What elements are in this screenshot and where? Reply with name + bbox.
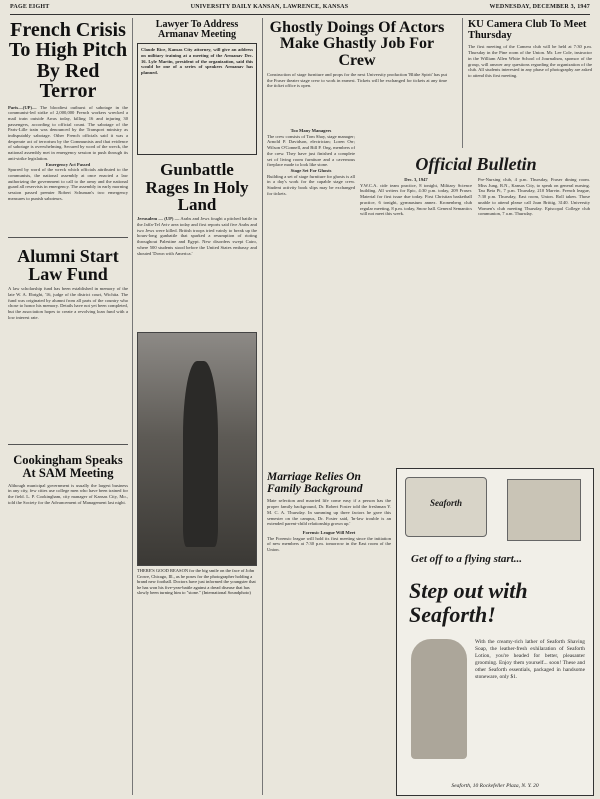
photo-caption: THERE'S GOOD REASON for the big smile on the face of John Crowe, Chicago, Ill., as he poses for the photographer holding a brand new football. Doctors have just informed the youngster that he has won his five-year-battle against a dread disease that has slowly been turning him to "stone." (International Soundphoto): [137, 568, 256, 596]
article-body-2: Spurred by word of the wreck which officials attributed to the communists, the national assembly at once enacted a law authorizing the government to call to the army and the national guard all reservists in emergency. The assembly in early morning session passed premier Robert Schuman's two emergency measures to punish saboteurs.: [8, 167, 128, 201]
column-5: [468, 18, 592, 148]
subhead-managers: Too Many Managers: [290, 128, 332, 133]
article-marriage: [267, 498, 391, 728]
bulletin-title: Official Bulletin: [415, 154, 537, 174]
column-3-top: [267, 18, 447, 128]
column-1: [8, 18, 128, 795]
ad-copy: With the creamy-rich lather of Seaforth Shaving Soap, the leather-fresh exhilaration of Seaforth Lotion, you're headed for better, pleasanter grooming. Enjoy them yourself... soon! These and other Seaforth essentials, packaged in handsome stoneware, only $1.: [475, 639, 585, 680]
ad-script-headline: Step out with Seaforth!: [409, 578, 528, 627]
article-body: Arabs and Jews fought a pitched battle in the Jaffa-Tel Aviv area today and first reports said five Arabs and two Jews were killed. British troops tried vainly to break up the hours-long gunbattle that sparked a resumption of rioting throughout Palestine and Egypt. New disorders swept Cairo, where 500 students stood before the United States embassy and shouted 'Down with America.': [137, 216, 257, 256]
bulletin-right: Pre-Nursing club, 4 p.m. Thursday, Fraser dining room. Miss Jung, R.N., Kansas City, to speak on general nursing. Tau Beta Pi, 7 p.m. Thursday, 210 Marvin. French league, 7:30 p.m. Thursday, East room, Union. Roll taken. Those unable to attend please call Joan Brittig, 3140. University Women's club meeting Thursday. Episcopal College club communion, 7 a.m. Thursday.: [478, 177, 590, 217]
official-bulletin: [360, 150, 592, 460]
article-ghostly: Construction of stage furniture and props for the next University production 'Blithe Spirit' has put the Fraser theater stage crew to work in earnest. Tickets will be exchanged for tickets at any time the ticket office is open.: [267, 71, 447, 89]
article-body: The bloodiest outburst of sabotage in the communist-led strike of 2,000,000 French workers wrecked a mail train outside Arras today, killing 16 and injuring 30 passengers, according to official count. The sabotage of the Paris-Lille train was denounced by the Transport ministry as indisputably sabotage. Other French officials said it was a desperate act of terrorism by the Communists and that evidence of sabotage is overwhelming. Secured by word of the wreck, the national assembly met in emergency session to push through its anti-strike legislation.: [8, 104, 128, 161]
brand-mark: Seaforth: [429, 498, 462, 508]
article-french-crisis: [8, 105, 128, 227]
headline-marriage: Marriage Relies On Family Background: [267, 471, 363, 495]
headline-ghostly-doings: Ghostly Doings Of Actors Make Ghastly Job For Crew: [269, 19, 445, 69]
dateline: Paris—(UP)—: [8, 104, 37, 110]
news-photo: [137, 332, 257, 566]
headline-alumni-law-fund: Alumni Start Law Fund: [17, 245, 119, 284]
photo-subject: [183, 361, 218, 547]
headline-french-crisis: French Crisis To High Pitch By Red Terror: [8, 19, 128, 103]
headline-lawyer: Lawyer To Address Armanav Meeting: [155, 19, 239, 41]
headline-gunbattle: Gunbattle Rages In Holy Land: [145, 160, 249, 215]
article-ghostly-continued: [267, 128, 355, 468]
bulletin-date: Dec. 3, 1947: [404, 177, 428, 182]
article-body-2: The Forensic league will hold its first meeting since the initiation of new members at 7:30 p.m. tomorrow in the East room of the Union.: [267, 535, 391, 553]
ad-tagline: Get off to a flying start...: [411, 553, 523, 565]
ad-address: Seaforth, 10 Rockefeller Plaza, N. Y. 20: [451, 783, 539, 789]
column-rule: [462, 18, 463, 148]
page-header: [10, 4, 590, 15]
seaforth-advertisement: [396, 468, 594, 796]
article-body: Mate selection and married life come easy if a person has the proper family background, Dr. Robert Foster told the freshman Y. M. C. A. Thursday. In summing up three factors he gave this semester on the campus, Dr. Foster said, 'In-law trouble is an extended parent-child relationship grown up.': [267, 498, 391, 527]
product-jar-illustration: [405, 477, 487, 537]
bulletin-left: [360, 177, 472, 447]
masthead: UNIVERSITY DAILY KANSAN, LAWRENCE, KANSAS: [190, 4, 349, 10]
column-rule: [262, 18, 263, 795]
page-number: PAGE EIGHT: [10, 4, 50, 10]
article-gunbattle: [137, 216, 257, 328]
article-cookingham: Although municipal government is usually the largest business in any city, few cities use college men who have been trained for the field. L. P. Cookingham, city manager of Kansas City, Mo., told the Society for the Advancement of Management last night.: [8, 482, 128, 505]
article-body-2: Building a set of stage furniture for ghosts is all in a day's work for the capable stage crew. Student activity book slips may be exchanged for tickets.: [267, 173, 355, 196]
article-camera-club: The first meeting of the Camera club will be held at 7:30 p.m. Thursday in the Pine room of the Union. Mr. Lee Cole, instructor in the William Allen White School of Journalism, sponsor of the group, will answer any questions regarding the organization of the club. All students interested in any phase of photography are asked to attend this first meeting.: [468, 44, 592, 78]
article-body: The crew consists of Tom Shay, stage manager; Arnold P. Davidson, electrician; Loren Orr; Wilson O'Connell, and Bill P. Ong, members of the crew. They have just finished a complete set of living room furniture and a cavernous fireplace made to look like stone.: [267, 133, 355, 168]
bottle-illustration: [507, 479, 581, 541]
issue-date: WEDNESDAY, DECEMBER 3, 1947: [489, 4, 590, 10]
marriage-article: [267, 470, 391, 795]
column-rule: [132, 18, 133, 795]
subhead-emergency: Emergency Act Passed: [45, 161, 91, 167]
divider: [8, 444, 128, 445]
headline-cookingham: Cookingham Speaks At SAM Meeting: [13, 453, 123, 481]
article-lawyer-boxed: Claude Rice, Kansas City attorney, will give an address on military training at a meeting of the Armanav Dec. 16. Lyle Martin, president of the organization, said this would be one of a series of speakers Armanav has planned.: [137, 43, 257, 155]
headline-ku-camera: KU Camera Club To Meet Thursday: [468, 19, 587, 41]
column-2: [137, 18, 257, 795]
model-figure: [411, 639, 467, 759]
article-alumni: A law scholarship fund has been established in memory of the late W. A. Ebright, '16, judge of the district court, Wichita. The fund was originated by alumni from all parts of the country who chose to honor his memory. Details have not yet been completed, but the association hopes to create a revolving loan fund with a low interest rate.: [8, 286, 128, 320]
subhead-stage: Stage Set For Ghosts: [290, 167, 332, 173]
subhead-forensic: Forensic League Will Meet: [302, 529, 356, 535]
dateline: Jerusalem — (UP) —: [137, 216, 180, 222]
divider: [8, 237, 128, 238]
bulletin-items-left: Y.W.C.A. cide team practice, 8 tonight, Military Science building. All writers for Epic, 4:30 p.m. today, 209 Fraser. Material for first issue due today. First Christian basketball practice, 6 tonight, gymnasium annex. Kronenberg club regular meeting, 8 p.m. today, Snow hall. General Semantics will not meet this week.: [360, 182, 472, 217]
